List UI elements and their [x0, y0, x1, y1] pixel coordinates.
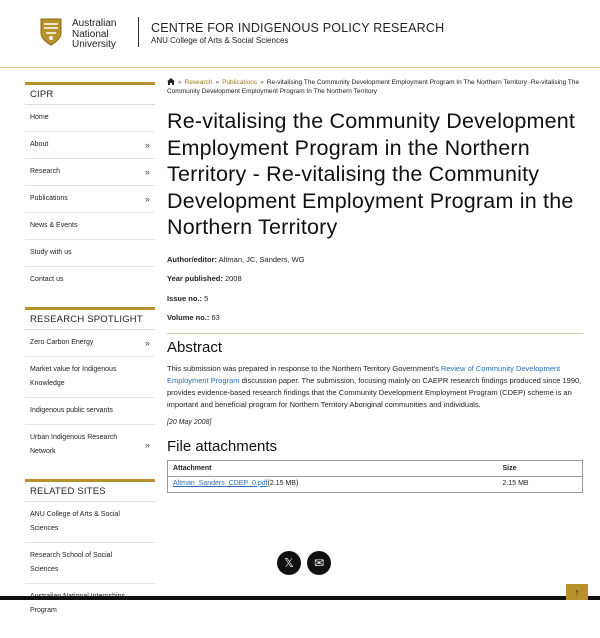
- spotlight-item-zero-carbon[interactable]: [25, 330, 155, 357]
- cipr-nav: [25, 82, 155, 293]
- anu-logo[interactable]: [40, 18, 124, 50]
- breadcrumb-separator: »: [260, 79, 264, 86]
- chevron-right-icon[interactable]: »: [144, 140, 150, 150]
- sidebar-item-label: Study with us: [30, 249, 72, 256]
- author-row: [167, 255, 583, 265]
- abstract-text-before: This submission was prepared in response to the Northern Territory Government's: [167, 363, 441, 373]
- sidebar-item-label: Home: [30, 114, 49, 121]
- sidebar-item-label: Publications: [30, 195, 68, 202]
- sidebar-item-news-events[interactable]: [25, 213, 155, 240]
- sidebar-item-label: Research: [30, 168, 60, 175]
- sidebar-item-contact[interactable]: [25, 267, 155, 293]
- col-size: Size: [498, 460, 583, 476]
- spotlight-item-label: Market value for Indigenous Knowledge: [30, 366, 117, 387]
- university-line-3: University: [72, 39, 116, 50]
- site-header: [0, 0, 600, 68]
- university-line-1: Australian: [72, 18, 117, 29]
- centre-title[interactable]: CENTRE FOR INDIGENOUS POLICY RESEARCH: [151, 21, 445, 35]
- header-divider: [138, 17, 139, 47]
- year-row: [167, 274, 583, 284]
- author-label: Author/editor:: [167, 254, 217, 264]
- breadcrumb-current: Re-vitalising The Community Development Employment Program In The Northern Territory -Re-vitalising The Community Development Employment Program In The Northern Territory: [167, 79, 580, 95]
- related-sites: [25, 479, 155, 624]
- breadcrumb-separator: »: [215, 79, 220, 86]
- spotlight-item-label: Urban Indigenous Research Network: [30, 434, 118, 455]
- spotlight-item-public-servants[interactable]: [25, 398, 155, 425]
- sidebar-item-research[interactable]: [25, 159, 155, 186]
- abstract-text: [167, 363, 583, 411]
- section-divider: [167, 333, 583, 334]
- spotlight-title: RESEARCH SPOTLIGHT: [25, 310, 155, 330]
- page-title: Re-vitalising the Community Development Employment Program in the Northern Territory - Re-vitalising the Community Development Employment Program in the Northern Territory: [167, 109, 576, 239]
- chevron-right-icon[interactable]: »: [144, 194, 150, 204]
- home-icon[interactable]: [167, 78, 175, 85]
- size-cell: 2.15 MB: [502, 479, 529, 487]
- review-cdep-link[interactable]: Review of Community Development Employment Program: [167, 363, 561, 385]
- attachments-table: [167, 460, 583, 493]
- publication-meta: [167, 255, 583, 324]
- chevron-right-icon[interactable]: »: [144, 167, 150, 177]
- related-item-label: ANU College of Arts & Social Sciences: [30, 511, 120, 532]
- volume-value: 63: [211, 313, 220, 322]
- attachment-link[interactable]: Altman_Sanders_CDEP_0.pdf: [173, 479, 268, 487]
- issue-row: [167, 294, 583, 304]
- related-item-cass[interactable]: [25, 502, 155, 543]
- related-item-label: Research School of Social Sciences: [30, 552, 113, 573]
- chevron-right-icon[interactable]: »: [144, 440, 150, 450]
- table-row: [168, 476, 583, 492]
- university-name: [72, 19, 116, 51]
- sidebar-item-study[interactable]: [25, 240, 155, 267]
- sidebar: [25, 82, 155, 638]
- spotlight-item-label: Zero Carbon Energy: [30, 339, 94, 346]
- back-to-top-button[interactable]: ↑: [566, 584, 588, 600]
- anu-crest-icon: [40, 18, 62, 46]
- footer-bar: [0, 596, 600, 600]
- sidebar-item-publications[interactable]: [25, 186, 155, 213]
- sidebar-item-label: About: [30, 141, 49, 148]
- attachment-inline-size: (2.15 MB): [267, 479, 299, 487]
- sidebar-item-home[interactable]: [25, 105, 155, 132]
- cipr-nav-title: CIPR: [25, 85, 155, 105]
- volume-row: [167, 313, 583, 323]
- sidebar-item-about[interactable]: [25, 132, 155, 159]
- volume-label: Volume no.:: [167, 313, 210, 322]
- breadcrumb-separator: »: [178, 79, 182, 86]
- breadcrumb-research[interactable]: Research: [184, 79, 213, 86]
- breadcrumb: [167, 78, 583, 96]
- college-name[interactable]: ANU College of Arts & Social Sciences: [151, 36, 289, 45]
- issue-value: 5: [204, 293, 209, 303]
- research-spotlight: [25, 307, 155, 465]
- abstract-heading: Abstract: [167, 338, 223, 356]
- sidebar-item-label: News & Events: [30, 222, 78, 229]
- attachment-cell: [168, 476, 498, 492]
- university-line-2: National: [72, 28, 109, 40]
- year-value: 2008: [224, 274, 242, 283]
- main-content: [167, 78, 583, 493]
- related-sites-title: RELATED SITES: [25, 482, 155, 502]
- abstract-text-after: discussion paper. The submission, focusing mainly on CAEPR research findings produced since 1990, provides evidence-based research findings that the Community Development Employment Program (CDEP) scheme is an important and beneficial program for Northern Territory Aboriginal communities and individuals.: [167, 375, 582, 409]
- year-label: Year published:: [167, 274, 223, 283]
- chevron-right-icon[interactable]: »: [144, 338, 150, 348]
- related-item-internships[interactable]: [25, 584, 155, 624]
- spotlight-item-label: Indigenous public servants: [30, 407, 113, 414]
- abstract-date: [20 May 2008]: [167, 418, 212, 426]
- related-item-rsss[interactable]: [25, 543, 155, 584]
- related-item-label: Program: [30, 607, 57, 614]
- file-attachments-heading: File attachments: [167, 437, 278, 455]
- author-value: Altman, JC, Sanders, WG: [218, 254, 305, 264]
- breadcrumb-publications[interactable]: Publications: [222, 79, 258, 86]
- spotlight-item-market-value[interactable]: [25, 357, 155, 398]
- col-attachment: Attachment: [168, 460, 498, 476]
- share-x-icon[interactable]: 𝕏: [277, 551, 301, 575]
- spotlight-item-urban-network[interactable]: [25, 425, 155, 465]
- table-header-row: [168, 460, 583, 476]
- issue-label: Issue no.:: [167, 293, 203, 303]
- share-email-icon[interactable]: ✉: [307, 551, 331, 575]
- sidebar-item-label: Contact us: [30, 276, 64, 283]
